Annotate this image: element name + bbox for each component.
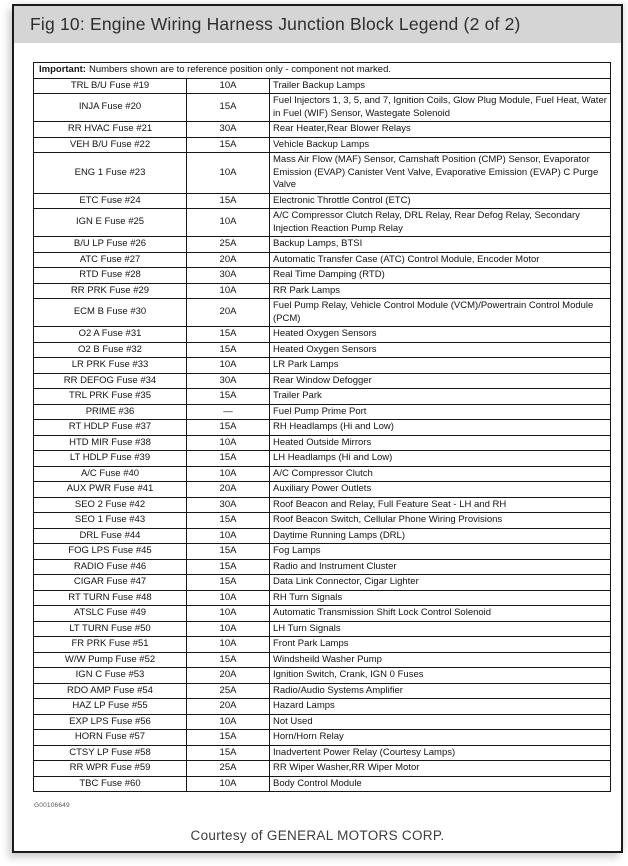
fuse-rating-cell: 20A [187,668,270,684]
fuse-row [34,668,611,684]
fuse-name-cell: SEO 2 Fuse #42 [34,497,187,513]
fuse-name-cell: DRL Fuse #44 [34,528,187,544]
fuse-name-cell: ATC Fuse #27 [34,252,187,268]
fuse-description-cell: RH Headlamps (Hi and Low) [270,420,611,436]
fuse-name-cell: A/C Fuse #40 [34,466,187,482]
fuse-name-cell: CIGAR Fuse #47 [34,575,187,591]
fuse-description-cell: Radio and Instrument Cluster [270,559,611,575]
fuse-row [34,637,611,653]
fuse-rating-cell: 15A [187,544,270,560]
fuse-rating-cell: 10A [187,637,270,653]
fuse-description-cell: A/C Compressor Clutch [270,466,611,482]
fuse-rating-cell: 20A [187,299,270,327]
fuse-description-cell: Automatic Transmission Shift Lock Control Solenoid [270,606,611,622]
fuse-description-cell: Trailer Park [270,389,611,405]
fuse-row [34,652,611,668]
fuse-row [34,283,611,299]
fuse-row [34,237,611,253]
fuse-description-cell: Windsheild Washer Pump [270,652,611,668]
fuse-row [34,451,611,467]
fuse-row [34,327,611,343]
fuse-row [34,435,611,451]
fuse-description-cell: LH Headlamps (Hi and Low) [270,451,611,467]
fuse-description-cell: RH Turn Signals [270,590,611,606]
fuse-name-cell: FOG LPS Fuse #45 [34,544,187,560]
fuse-name-cell: SEO 1 Fuse #43 [34,513,187,529]
fuse-rating-cell: 15A [187,94,270,122]
fuse-rating-cell: 10A [187,466,270,482]
fuse-name-cell: RR PRK Fuse #29 [34,283,187,299]
fuse-row [34,78,611,94]
fuse-row [34,268,611,284]
fuse-table-container [33,62,621,792]
fuse-description-cell: Vehicle Backup Lamps [270,137,611,153]
fuse-rating-cell: 20A [187,252,270,268]
fuse-rating-cell: 15A [187,652,270,668]
fuse-name-cell: TBC Fuse #60 [34,776,187,792]
fuse-name-cell: ATSLC Fuse #49 [34,606,187,622]
fuse-row [34,137,611,153]
fuse-name-cell: IGN C Fuse #53 [34,668,187,684]
fuse-name-cell: CTSY LP Fuse #58 [34,745,187,761]
fuse-table-body [34,63,611,792]
courtesy-line: Courtesy of GENERAL MOTORS CORP. [190,828,445,843]
fuse-row [34,590,611,606]
fuse-rating-cell: 15A [187,745,270,761]
fuse-rating-cell: 30A [187,122,270,138]
fuse-name-cell: IGN E Fuse #25 [34,209,187,237]
fuse-rating-cell: 30A [187,268,270,284]
fuse-name-cell: TRL B/U Fuse #19 [34,78,187,94]
important-note-cell [34,63,611,79]
fuse-name-cell: LT HDLP Fuse #39 [34,451,187,467]
fuse-description-cell: Real Time Damping (RTD) [270,268,611,284]
fuse-name-cell: W/W Pump Fuse #52 [34,652,187,668]
fuse-row [34,209,611,237]
fuse-name-cell: ETC Fuse #24 [34,193,187,209]
fuse-name-cell: LR PRK Fuse #33 [34,358,187,374]
fuse-name-cell: RADIO Fuse #46 [34,559,187,575]
fuse-legend-table [33,62,611,792]
fuse-rating-cell: 10A [187,209,270,237]
fuse-description-cell: Fog Lamps [270,544,611,560]
fuse-description-cell: A/C Compressor Clutch Relay, DRL Relay, Rear Defog Relay, Secondary Injection Reaction Pump Relay [270,209,611,237]
fuse-description-cell: Fuel Pump Relay, Vehicle Control Module (VCM)/Powertrain Control Module (PCM) [270,299,611,327]
fuse-rating-cell: 20A [187,699,270,715]
fuse-rating-cell: 10A [187,621,270,637]
figure-id: G00106649 [34,802,70,809]
fuse-name-cell: TRL PRK Fuse #35 [34,389,187,405]
fuse-row [34,714,611,730]
fuse-row [34,342,611,358]
fuse-row [34,776,611,792]
fuse-description-cell: RR Park Lamps [270,283,611,299]
fuse-row [34,94,611,122]
fuse-rating-cell: 30A [187,373,270,389]
fuse-description-cell: Radio/Audio Systems Amplifier [270,683,611,699]
fuse-row [34,544,611,560]
fuse-description-cell: Daytime Running Lamps (DRL) [270,528,611,544]
fuse-row [34,606,611,622]
fuse-description-cell: Horn/Horn Relay [270,730,611,746]
fuse-rating-cell: 10A [187,283,270,299]
fuse-row [34,528,611,544]
fuse-row [34,193,611,209]
fuse-rating-cell: 15A [187,342,270,358]
fuse-description-cell: Heated Oxygen Sensors [270,342,611,358]
fuse-rating-cell: 15A [187,513,270,529]
fuse-rating-cell: 10A [187,590,270,606]
figure-panel [12,4,623,853]
fuse-description-cell: Front Park Lamps [270,637,611,653]
fuse-name-cell: EXP LPS Fuse #56 [34,714,187,730]
important-note-label: Important: [39,64,86,75]
fuse-rating-cell: 25A [187,761,270,777]
fuse-description-cell: Not Used [270,714,611,730]
fuse-description-cell: Data Link Connector, Cigar Lighter [270,575,611,591]
important-note-text: Numbers shown are to reference position only - component not marked. [88,64,392,75]
fuse-row [34,730,611,746]
fuse-name-cell: HTD MIR Fuse #38 [34,435,187,451]
fuse-rating-cell: 15A [187,389,270,405]
fuse-rating-cell: 10A [187,528,270,544]
fuse-row [34,621,611,637]
fuse-description-cell: Backup Lamps, BTSI [270,237,611,253]
fuse-row [34,122,611,138]
fuse-description-cell: LR Park Lamps [270,358,611,374]
fuse-description-cell: Fuel Pump Prime Port [270,404,611,420]
fuse-description-cell: Heated Outside Mirrors [270,435,611,451]
fuse-rating-cell: 10A [187,776,270,792]
fuse-row [34,513,611,529]
fuse-name-cell: PRIME #36 [34,404,187,420]
fuse-row [34,389,611,405]
figure-title: Fig 10: Engine Wiring Harness Junction Block Legend (2 of 2) [30,14,521,34]
fuse-row [34,745,611,761]
fuse-row [34,683,611,699]
fuse-rating-cell: — [187,404,270,420]
fuse-rating-cell: 25A [187,683,270,699]
fuse-description-cell: Ignition Switch, Crank, IGN 0 Fuses [270,668,611,684]
fuse-description-cell: Heated Oxygen Sensors [270,327,611,343]
fuse-name-cell: LT TURN Fuse #50 [34,621,187,637]
fuse-name-cell: RDO AMP Fuse #54 [34,683,187,699]
fuse-name-cell: O2 A Fuse #31 [34,327,187,343]
fuse-name-cell: RTD Fuse #28 [34,268,187,284]
fuse-rating-cell: 15A [187,327,270,343]
fuse-name-cell: VEH B/U Fuse #22 [34,137,187,153]
fuse-description-cell: Hazard Lamps [270,699,611,715]
fuse-description-cell: Auxiliary Power Outlets [270,482,611,498]
fuse-name-cell: RT TURN Fuse #48 [34,590,187,606]
fuse-rating-cell: 15A [187,137,270,153]
fuse-row [34,420,611,436]
fuse-row [34,373,611,389]
fuse-description-cell: Roof Beacon Switch, Cellular Phone Wiring Provisions [270,513,611,529]
fuse-rating-cell: 30A [187,497,270,513]
fuse-name-cell: RR DEFOG Fuse #34 [34,373,187,389]
fuse-rating-cell: 10A [187,714,270,730]
fuse-row [34,699,611,715]
fuse-rating-cell: 15A [187,559,270,575]
fuse-description-cell: Rear Heater,Rear Blower Relays [270,122,611,138]
fuse-rating-cell: 25A [187,237,270,253]
fuse-description-cell: Electronic Throttle Control (ETC) [270,193,611,209]
fuse-row [34,299,611,327]
fuse-name-cell: ECM B Fuse #30 [34,299,187,327]
fuse-rating-cell: 10A [187,606,270,622]
fuse-name-cell: AUX PWR Fuse #41 [34,482,187,498]
fuse-rating-cell: 15A [187,451,270,467]
important-note-row [34,63,611,79]
fuse-description-cell: Fuel Injectors 1, 3, 5, and 7, Ignition Coils, Glow Plug Module, Fuel Heat, Water in Fuel (WIF) Sensor, Wastegate Solenoid [270,94,611,122]
fuse-name-cell: RT HDLP Fuse #37 [34,420,187,436]
fuse-description-cell: Mass Air Flow (MAF) Sensor, Camshaft Position (CMP) Sensor, Evaporator Emission (EVAP) Canister Vent Valve, Evaporative Emission (EVAP) C Purge Valve [270,153,611,194]
fuse-name-cell: HORN Fuse #57 [34,730,187,746]
fuse-rating-cell: 10A [187,358,270,374]
fuse-row [34,466,611,482]
fuse-row [34,404,611,420]
fuse-description-cell: Roof Beacon and Relay, Full Feature Seat - LH and RH [270,497,611,513]
fuse-description-cell: Rear Window Defogger [270,373,611,389]
fuse-description-cell: Automatic Transfer Case (ATC) Control Module, Encoder Motor [270,252,611,268]
fuse-description-cell: Inadvertent Power Relay (Courtesy Lamps) [270,745,611,761]
fuse-row [34,153,611,194]
fuse-name-cell: HAZ LP Fuse #55 [34,699,187,715]
fuse-rating-cell: 10A [187,153,270,194]
fuse-description-cell: RR Wiper Washer,RR Wiper Motor [270,761,611,777]
figure-title-bar [14,6,621,43]
fuse-rating-cell: 10A [187,78,270,94]
fuse-description-cell: LH Turn Signals [270,621,611,637]
fuse-row [34,358,611,374]
fuse-rating-cell: 10A [187,435,270,451]
fuse-rating-cell: 15A [187,193,270,209]
fuse-row [34,482,611,498]
fuse-name-cell: FR PRK Fuse #51 [34,637,187,653]
fuse-name-cell: INJA Fuse #20 [34,94,187,122]
fuse-rating-cell: 15A [187,575,270,591]
fuse-row [34,497,611,513]
fuse-rating-cell: 20A [187,482,270,498]
fuse-rating-cell: 15A [187,730,270,746]
fuse-description-cell: Trailer Backup Lamps [270,78,611,94]
fuse-name-cell: ENG 1 Fuse #23 [34,153,187,194]
fuse-name-cell: O2 B Fuse #32 [34,342,187,358]
fuse-description-cell: Body Control Module [270,776,611,792]
fuse-name-cell: B/U LP Fuse #26 [34,237,187,253]
fuse-row [34,575,611,591]
fuse-row [34,252,611,268]
fuse-rating-cell: 15A [187,420,270,436]
fuse-name-cell: RR HVAC Fuse #21 [34,122,187,138]
fuse-name-cell: RR WPR Fuse #59 [34,761,187,777]
fuse-row [34,761,611,777]
fuse-row [34,559,611,575]
